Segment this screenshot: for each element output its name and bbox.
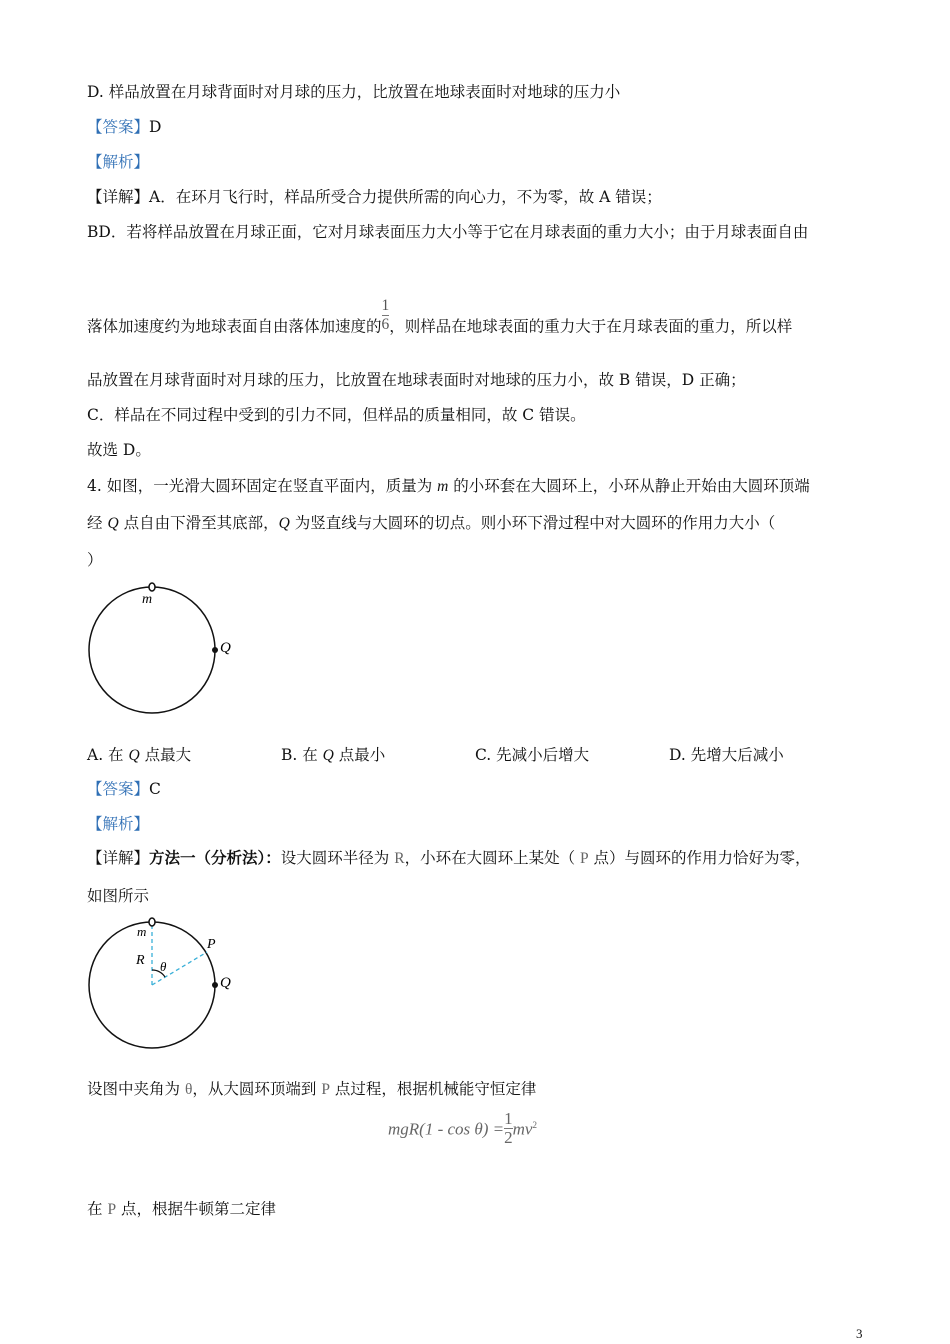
text-line bbox=[87, 550, 103, 570]
equation-rhs: mv bbox=[512, 1119, 533, 1139]
text-segment: BD．若将样品放置在月球正面，它对月球表面压力大小等于它在月球表面的重力大小；由于月球表面自由 bbox=[87, 223, 809, 241]
text-segment: 点自由下滑至其底部， bbox=[118, 514, 279, 532]
label-p: P bbox=[207, 937, 216, 952]
text-segment: C．样品在不同过程中受到的引力不同，但样品的质量相同，故 C 错误。 bbox=[87, 406, 586, 424]
label-r: R bbox=[136, 953, 145, 968]
text-line bbox=[87, 297, 793, 346]
figure-ring-1 bbox=[80, 575, 260, 725]
section-label: 【答案】 bbox=[87, 780, 150, 798]
text-segment: 为竖直线与大圆环的切点。则小环下滑过程中对大圆环的作用力大小（ bbox=[289, 514, 776, 532]
figure-ring-2 bbox=[80, 910, 260, 1060]
text-line bbox=[87, 814, 149, 834]
option-a-text: A. 在 bbox=[87, 746, 129, 764]
equation-lhs: mgR(1 - cos θ) = bbox=[388, 1119, 505, 1139]
label-theta: θ bbox=[160, 959, 167, 974]
text-line bbox=[87, 476, 810, 497]
text-line bbox=[87, 370, 746, 390]
fraction-denominator: 6 bbox=[381, 316, 390, 333]
option-a bbox=[87, 743, 191, 765]
text-segment: D bbox=[149, 118, 162, 136]
label-q: Q bbox=[220, 975, 231, 991]
label-m: m bbox=[137, 924, 147, 939]
text-line bbox=[87, 152, 149, 172]
text-segment: 点过程，根据机械能守恒定律 bbox=[329, 1080, 537, 1098]
page-number: 3 bbox=[856, 1326, 863, 1341]
text-segment: 在 bbox=[87, 1200, 108, 1218]
text-segment: ，则样品在地球表面的重力大于在月球表面的重力，所以样 bbox=[389, 317, 793, 336]
text-segment: ） bbox=[87, 551, 103, 569]
math-variable: Q bbox=[107, 515, 119, 532]
text-segment: 的小环套在大圆环上，小环从静止开始由大圆环顶端 bbox=[448, 477, 810, 495]
label-q: Q bbox=[220, 640, 231, 656]
text-segment: 设图中夹角为 bbox=[87, 1080, 185, 1098]
text-segment: 经 bbox=[87, 514, 108, 532]
text-line bbox=[87, 1199, 276, 1220]
text-line bbox=[87, 405, 586, 425]
math-variable: θ bbox=[184, 1081, 193, 1098]
text-segment: A．在环月飞行时，样品所受合力提供所需的向心力，不为零，故 A 错误； bbox=[149, 188, 662, 206]
math-variable: R bbox=[394, 850, 405, 867]
text-segment: 点）与圆环的作用力恰好为零， bbox=[588, 849, 811, 867]
section-label: 【答案】 bbox=[87, 118, 150, 136]
section-label: 【解析】 bbox=[87, 815, 150, 833]
text-segment: 【详解】 bbox=[87, 188, 150, 206]
text-segment: D. 样品放置在月球背面时对月球的压力，比放置在地球表面时对地球的压力小 bbox=[87, 83, 621, 101]
option-c-text: C. 先减小后增大 bbox=[475, 746, 590, 764]
math-variable: m bbox=[437, 478, 449, 495]
section-label: 【解析】 bbox=[87, 153, 150, 171]
text-segment: 方法一（分析法）： bbox=[149, 848, 281, 867]
text-line bbox=[87, 82, 620, 102]
equation-numerator: 1 bbox=[504, 1109, 513, 1128]
label-m: m bbox=[142, 592, 153, 607]
text-segment: 落体加速度约为地球表面自由落体加速度的 bbox=[87, 317, 382, 336]
option-d-text: D. 先增大后减小 bbox=[669, 746, 784, 764]
equation-exponent: 2 bbox=[532, 1119, 537, 1130]
fraction-numerator: 1 bbox=[381, 297, 390, 314]
text-segment: ，从大圆环顶端到 bbox=[192, 1080, 322, 1098]
option-a-text-end: 点最大 bbox=[139, 746, 192, 764]
option-d bbox=[669, 743, 784, 765]
text-line bbox=[87, 222, 808, 242]
small-ring bbox=[149, 583, 155, 591]
option-b-text: B. 在 bbox=[281, 746, 323, 764]
text-segment: 4. 如图，一光滑大圆环固定在竖直平面内，质量为 bbox=[87, 477, 438, 495]
text-line bbox=[87, 1079, 536, 1100]
math-variable: P bbox=[107, 1201, 117, 1218]
text-line bbox=[87, 440, 151, 460]
text-segment: 如图所示 bbox=[87, 887, 150, 905]
fraction bbox=[382, 297, 390, 334]
text-segment: 品放置在月球背面时对月球的压力，比放置在地球表面时对地球的压力小，故 B 错误，D 正确； bbox=[87, 371, 746, 389]
text-line bbox=[87, 848, 811, 869]
energy-equation bbox=[388, 1109, 537, 1149]
text-line bbox=[87, 886, 149, 906]
text-segment: 【详解】 bbox=[87, 849, 150, 867]
option-b-var: Q bbox=[322, 747, 334, 764]
math-variable: Q bbox=[278, 515, 290, 532]
text-line bbox=[87, 117, 161, 137]
option-b bbox=[281, 743, 385, 765]
text-line bbox=[87, 513, 775, 534]
math-variable: P bbox=[321, 1081, 330, 1098]
text-line bbox=[87, 187, 662, 207]
equation-denominator: 2 bbox=[504, 1128, 513, 1147]
math-variable: P bbox=[580, 850, 589, 867]
text-line bbox=[87, 779, 161, 799]
text-segment: ，小环在大圆环上某处（ bbox=[404, 849, 580, 867]
text-segment: C bbox=[149, 780, 161, 798]
text-segment: 故选 D。 bbox=[87, 441, 151, 459]
option-a-var: Q bbox=[128, 747, 140, 764]
option-c bbox=[475, 743, 589, 765]
text-segment: 设大圆环半径为 bbox=[280, 849, 395, 867]
text-segment: 点，根据牛顿第二定律 bbox=[116, 1200, 276, 1218]
option-b-text-end: 点最小 bbox=[333, 746, 386, 764]
